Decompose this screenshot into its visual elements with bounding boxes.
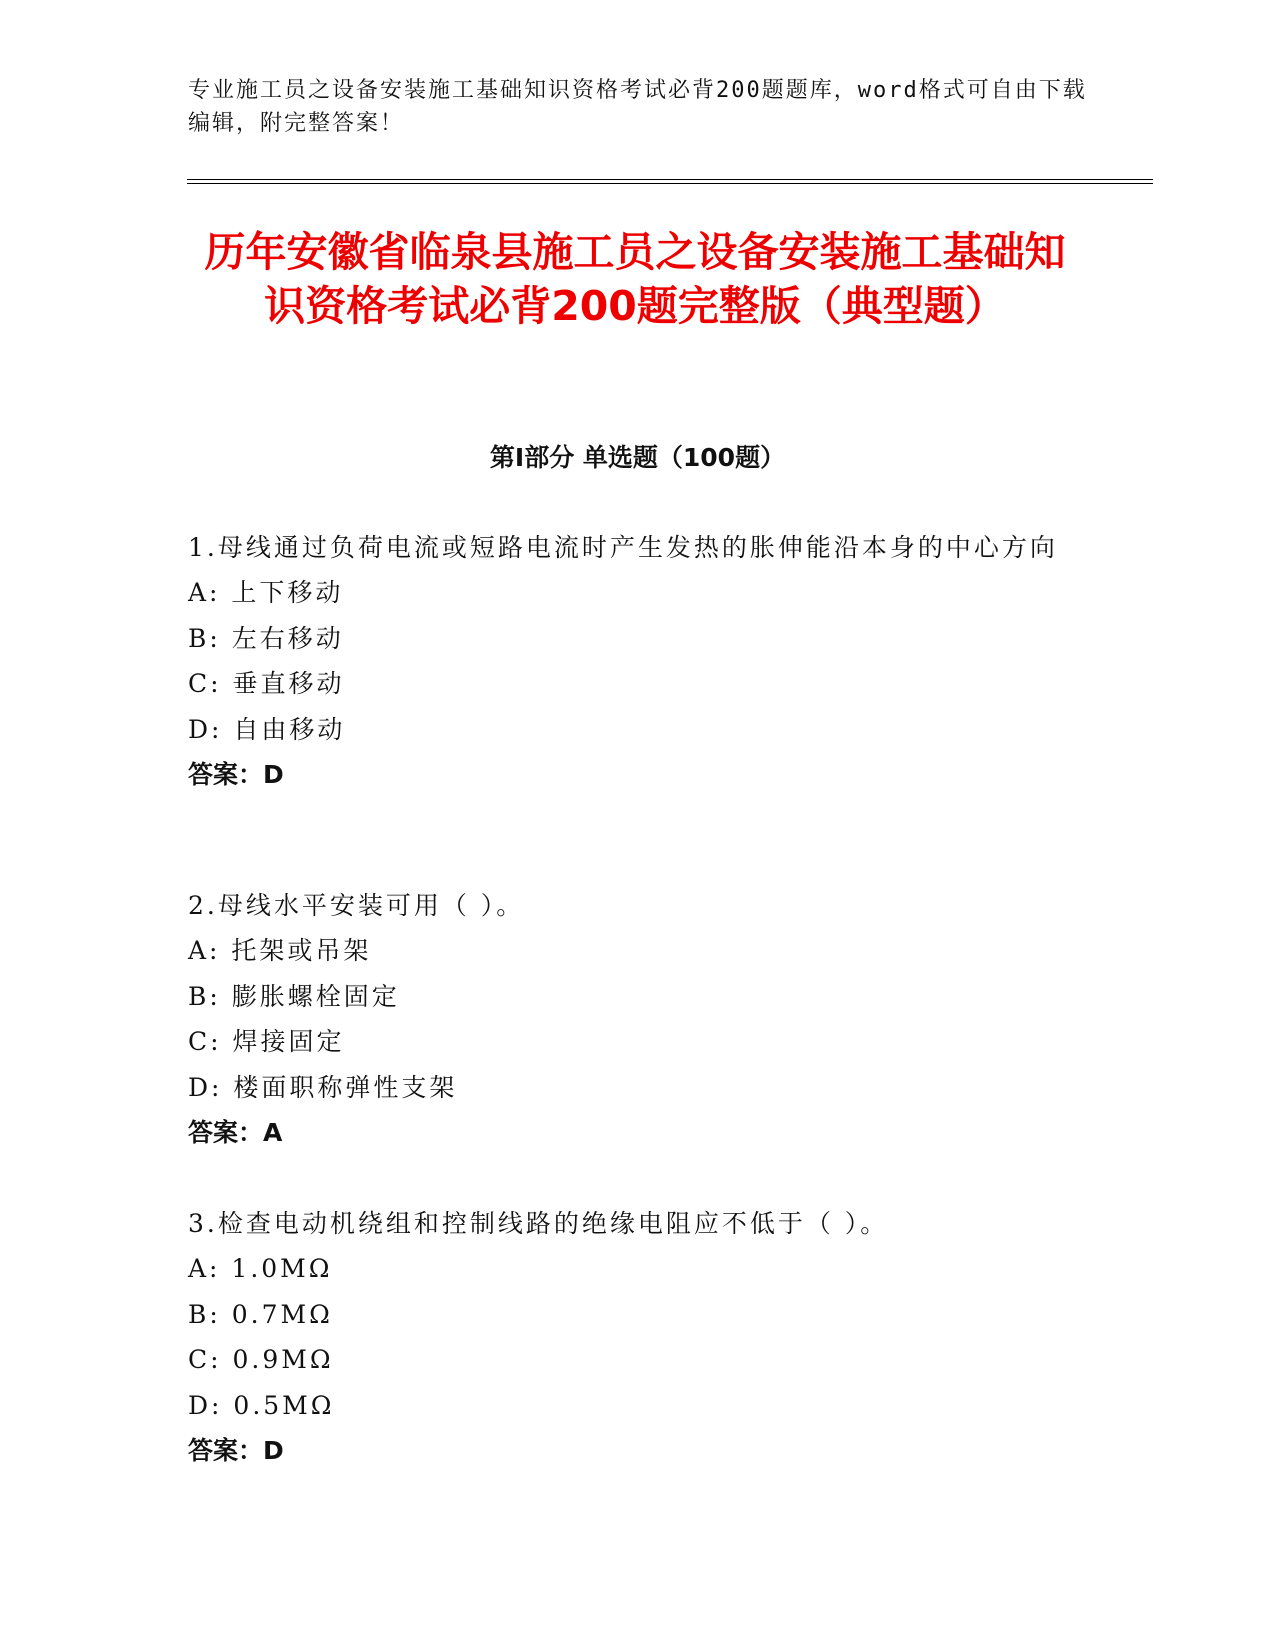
answer-line: 答案：D — [188, 1436, 284, 1465]
option-c: C: 0.9MΩ — [188, 1345, 334, 1374]
answer-line: 答案：A — [188, 1118, 283, 1147]
question-block — [188, 883, 1068, 1155]
question-stem: 2.母线水平安装可用（ ）。 — [188, 891, 525, 920]
option-a: A: 上下移动 — [188, 578, 344, 607]
option-a: A: 1.0MΩ — [188, 1254, 333, 1283]
option-b: B: 0.7MΩ — [188, 1299, 333, 1329]
option-c: C: 垂直移动 — [188, 669, 345, 698]
header-note: 专业施工员之设备安装施工基础知识资格考试必背200题题库，word格式可自由下载编辑，附完整答案！ — [188, 78, 1087, 136]
option-d: D: 自由移动 — [188, 714, 346, 744]
question-block — [188, 525, 1068, 797]
answer-line: 答案：D — [188, 760, 284, 789]
section-heading: 第I部分 单选题（100题） — [489, 443, 786, 472]
option-d: D: 0.5MΩ — [188, 1390, 335, 1420]
document-title: 历年安徽省临泉县施工员之设备安装施工基础知识资格考试必背200题完整版（典型题） — [204, 228, 1066, 330]
option-b: B: 膨胀螺栓固定 — [188, 981, 400, 1011]
divider-line — [187, 183, 1153, 184]
question-block — [188, 1201, 1068, 1473]
option-b: B: 左右移动 — [188, 623, 344, 653]
question-stem: 3.检查电动机绕组和控制线路的绝缘电阻应不低于（ ）。 — [188, 1209, 889, 1238]
option-a: A: 托架或吊架 — [188, 936, 372, 965]
option-d: D: 楼面职称弹性支架 — [188, 1072, 458, 1102]
question-stem: 1.母线通过负荷电流或短路电流时产生发热的胀伸能沿本身的中心方向 — [188, 533, 1058, 562]
option-c: C: 焊接固定 — [188, 1027, 345, 1056]
divider-line — [187, 179, 1153, 180]
